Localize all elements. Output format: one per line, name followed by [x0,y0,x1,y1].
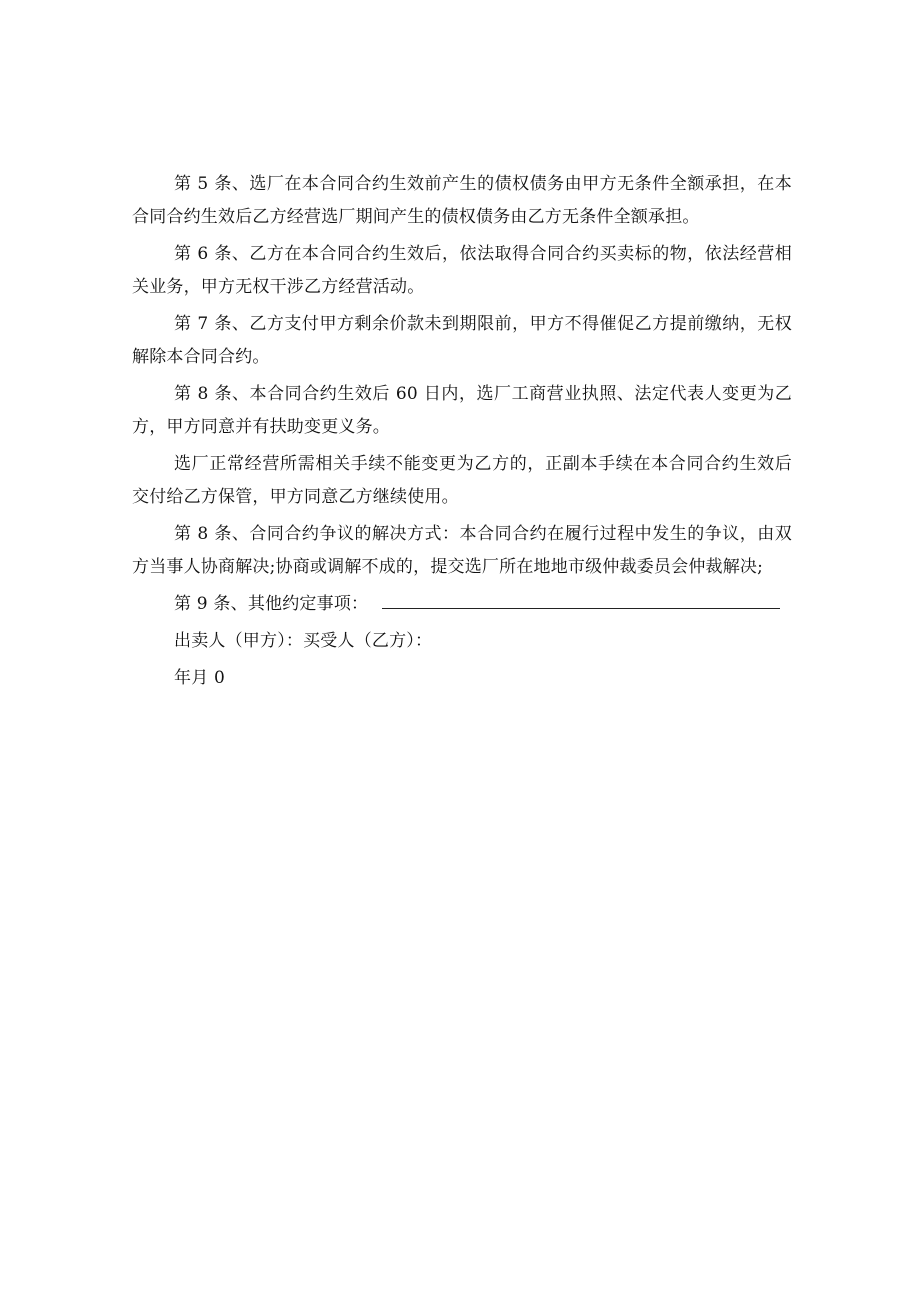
other-matters-label: 第 9 条、其他约定事项： [174,594,369,614]
contract-body [132,168,792,699]
date-line: 年月 0 [174,668,226,688]
clause-8-dispute: 第 8 条、合同合约争议的解决方式：本合同合约在履行过程中发生的争议，由双方当事人协商解决;协商或调解不成的，提交选厂所在地地市级仲裁委员会仲裁解决; [132,524,792,577]
blank-fill-line [382,590,780,609]
clause-9-other-matters [132,588,792,621]
clause-8-registration: 第 8 条、本合同合约生效后 60 日内，选厂工商营业执照、法定代表人变更为乙方，甲方同意并有扶助变更义务。 [132,384,792,437]
signature-line: 出卖人（甲方）：买受人（乙方）： [174,631,433,651]
clause-5: 第 5 条、选厂在本合同合约生效前产生的债权债务由甲方无条件全额承担，在本合同合约生效后乙方经营选厂期间产生的债权债务由乙方无条件全额承担。 [132,174,792,227]
procedures-paragraph: 选厂正常经营所需相关手续不能变更为乙方的，正副本手续在本合同合约生效后交付给乙方保管，甲方同意乙方继续使用。 [132,454,792,507]
clause-6: 第 6 条、乙方在本合同合约生效后，依法取得合同合约买卖标的物，依法经营相关业务，甲方无权干涉乙方经营活动。 [132,244,792,297]
clause-7: 第 7 条、乙方支付甲方剩余价款未到期限前，甲方不得催促乙方提前缴纳，无权解除本合同合约。 [132,314,792,367]
